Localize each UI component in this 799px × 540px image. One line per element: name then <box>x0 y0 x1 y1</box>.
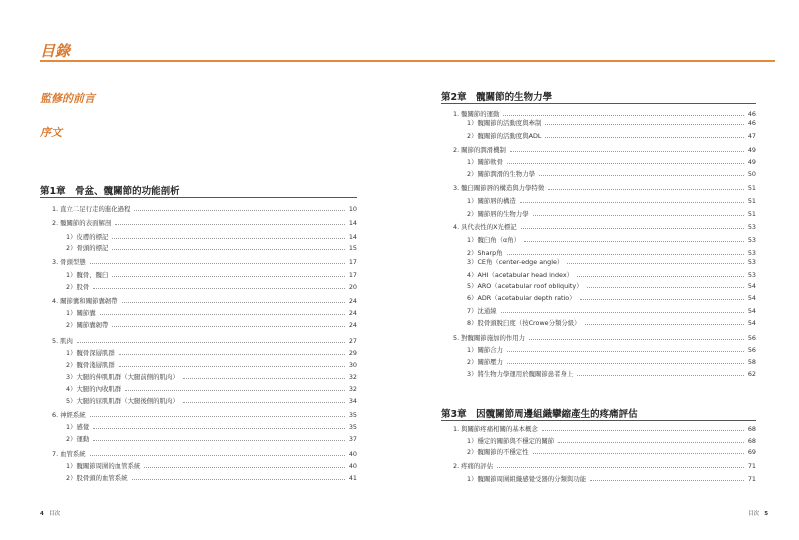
toc-section-entry[interactable] <box>52 449 357 459</box>
toc-subsection-entry[interactable] <box>66 282 357 292</box>
dot-leader <box>529 339 744 340</box>
dot-leader <box>567 263 744 264</box>
entry-page-number: 14 <box>348 219 357 227</box>
entry-title: 3）CE角（center-edge angle） <box>467 258 564 266</box>
entry-title: 1）髖骨、髖臼 <box>66 271 109 279</box>
entry-title: 2）關節潤滑的生物力學 <box>467 170 535 178</box>
entry-title: 2. 髖關節的表面解剖 <box>52 219 112 227</box>
entry-title: 2. 疼痛的評估 <box>453 462 494 470</box>
left-page-number: 4 <box>40 511 44 517</box>
entry-title: 4. 具代表性的X光標記 <box>453 223 517 231</box>
toc-subsection-entry[interactable] <box>467 157 756 167</box>
dot-leader <box>90 263 345 264</box>
chapter-title[interactable]: 第3章 因髖關節周邊組織攣縮產生的疼痛評估 <box>441 409 638 420</box>
dot-leader <box>524 241 744 242</box>
toc-subsection-entry[interactable] <box>467 281 756 291</box>
entry-page-number: 46 <box>747 119 756 127</box>
toc-subsection-entry[interactable] <box>467 447 756 457</box>
entry-title: 1）髖關節的活動度與牽制 <box>467 119 542 127</box>
toc-section-entry[interactable] <box>52 296 357 306</box>
entry-title: 1）髖關節周圍組織感覺受器的分類與功能 <box>467 475 587 483</box>
chapter-title[interactable]: 第1章 骨盆、髖關節的功能剖析 <box>40 186 180 197</box>
entry-title: 2. 關節的潤滑機制 <box>453 146 506 154</box>
entry-page-number: 40 <box>348 462 357 470</box>
dot-leader <box>112 249 344 250</box>
entry-title: 1）關節合力 <box>467 346 504 354</box>
toc-subsection-entry[interactable] <box>66 422 357 432</box>
toc-subsection-entry[interactable] <box>467 357 756 367</box>
entry-page-number: 24 <box>348 321 357 329</box>
entry-title: 1）關節軟骨 <box>467 158 504 166</box>
preface-heading[interactable]: 監修的前言 <box>40 92 95 105</box>
entry-title: 2）骨頭的標記 <box>66 244 109 252</box>
chapter-rule <box>441 103 756 104</box>
right-footer-label: 目次 <box>748 511 760 517</box>
left-footer-label: 目次 <box>49 511 61 517</box>
entry-title: 4）大腿的內收肌群 <box>66 385 122 393</box>
footer-left <box>40 509 60 517</box>
dot-leader <box>144 467 344 468</box>
entry-page-number: 14 <box>348 233 357 241</box>
dot-leader <box>545 124 743 125</box>
dot-leader <box>542 430 744 431</box>
toc-section-entry[interactable] <box>453 183 756 193</box>
toc-subsection-entry[interactable] <box>467 436 756 446</box>
entry-page-number: 50 <box>747 170 756 178</box>
dot-leader <box>93 428 345 429</box>
entry-title: 1）關節唇的構造 <box>467 197 516 205</box>
toc-subsection-entry[interactable] <box>66 348 357 358</box>
dot-leader <box>507 351 744 352</box>
title-rule <box>40 60 775 62</box>
dot-leader <box>577 375 744 376</box>
dot-leader <box>134 210 344 211</box>
toc-subsection-entry[interactable] <box>467 196 756 206</box>
toc-subsection-entry[interactable] <box>467 369 756 379</box>
entry-page-number: 53 <box>747 223 756 231</box>
toc-subsection-entry[interactable] <box>66 396 357 406</box>
toc-subsection-entry[interactable] <box>467 270 756 280</box>
top-bar <box>0 0 799 20</box>
entry-page-number: 24 <box>348 309 357 317</box>
toc-section-entry[interactable] <box>453 333 756 343</box>
dot-leader <box>132 479 345 480</box>
foreword-heading[interactable]: 序文 <box>40 126 62 139</box>
toc-section-entry[interactable] <box>52 204 357 214</box>
toc-subsection-entry[interactable] <box>467 169 756 179</box>
dot-leader <box>533 453 744 454</box>
entry-title: 1）髖關節周圍的血管系統 <box>66 462 141 470</box>
entry-page-number: 17 <box>348 258 357 266</box>
entry-title: 1）髖骨深層肌群 <box>66 349 115 357</box>
dot-leader <box>580 299 744 300</box>
entry-page-number: 51 <box>747 210 756 218</box>
dot-leader <box>533 215 744 216</box>
dot-leader <box>115 224 345 225</box>
entry-page-number: 29 <box>348 349 357 357</box>
dot-leader <box>90 416 345 417</box>
entry-title: 3）將生物力學運用於髖關節患者身上 <box>467 370 574 378</box>
entry-page-number: 17 <box>348 271 357 279</box>
entry-page-number: 10 <box>348 205 357 213</box>
dot-leader <box>558 442 744 443</box>
toc-section-entry[interactable] <box>52 218 357 228</box>
toc-subsection-entry[interactable] <box>66 232 357 242</box>
toc-subsection-entry[interactable] <box>66 434 357 444</box>
entry-page-number: 54 <box>747 282 756 290</box>
entry-page-number: 69 <box>747 448 756 456</box>
toc-section-entry[interactable] <box>52 257 357 267</box>
toc-subsection-entry[interactable] <box>66 308 357 318</box>
entry-title: 3. 髖臼關節唇的構造與力學特徵 <box>453 184 545 192</box>
toc-section-entry[interactable] <box>52 336 357 346</box>
entry-title: 3. 骨頭型態 <box>52 258 86 266</box>
toc-subsection-entry[interactable] <box>66 384 357 394</box>
entry-title: 2）關節壓力 <box>467 358 504 366</box>
entry-page-number: 71 <box>747 475 756 483</box>
entry-title: 5）ARO（acetabular roof obliquity） <box>467 282 583 290</box>
toc-subsection-entry[interactable] <box>467 235 756 245</box>
entry-title: 1）感覺 <box>66 423 90 431</box>
dot-leader <box>93 440 345 441</box>
chapter-title[interactable]: 第2章 髖關節的生物力學 <box>441 92 553 103</box>
footer-right <box>748 509 768 517</box>
entry-page-number: 35 <box>348 423 357 431</box>
entry-page-number: 68 <box>747 437 756 445</box>
dot-leader <box>497 467 744 468</box>
entry-title: 5. 肌肉 <box>52 337 73 345</box>
dot-leader <box>112 276 344 277</box>
entry-page-number: 51 <box>747 197 756 205</box>
toc-subsection-entry[interactable] <box>467 293 756 303</box>
entry-page-number: 56 <box>747 346 756 354</box>
entry-page-number: 35 <box>348 411 357 419</box>
entry-page-number: 62 <box>747 370 756 378</box>
entry-title: 2）關節囊韌帶 <box>66 321 109 329</box>
dot-leader <box>183 402 345 403</box>
toc-subsection-entry[interactable] <box>66 360 357 370</box>
entry-title: 4. 關節囊和關節囊韌帶 <box>52 297 118 305</box>
dot-leader <box>585 324 744 325</box>
entry-page-number: 54 <box>747 294 756 302</box>
dot-leader <box>545 137 743 138</box>
toc-subsection-entry[interactable] <box>66 270 357 280</box>
entry-title: 1）皮膚的標記 <box>66 233 109 241</box>
dot-leader <box>521 228 744 229</box>
entry-title: 2）運動 <box>66 435 90 443</box>
entry-page-number: 58 <box>747 358 756 366</box>
toc-section-entry[interactable] <box>453 424 756 434</box>
chapter-rule <box>441 420 756 421</box>
entry-title: 2）髖關節的不穩定性 <box>467 448 529 456</box>
entry-page-number: 40 <box>348 450 357 458</box>
entry-page-number: 32 <box>348 385 357 393</box>
entry-title: 4）AHI（acetabular head index） <box>467 271 574 279</box>
entry-page-number: 32 <box>348 373 357 381</box>
toc-subsection-entry[interactable] <box>467 318 756 328</box>
entry-title: 2）股骨頭的血管系統 <box>66 474 128 482</box>
entry-page-number: 56 <box>747 334 756 342</box>
entry-title: 5）大腿的屈肌肌群（大腿後側的肌肉） <box>66 397 179 405</box>
entry-title: 2）髖關節的活動度與ADL <box>467 132 542 140</box>
entry-title: 2）髖骨淺層肌群 <box>66 361 115 369</box>
dot-leader <box>587 287 744 288</box>
dot-leader <box>577 276 744 277</box>
entry-title: 1）關節囊 <box>66 309 96 317</box>
dot-leader <box>93 288 345 289</box>
entry-page-number: 20 <box>348 283 357 291</box>
dot-leader <box>501 312 744 313</box>
dot-leader <box>520 202 744 203</box>
dot-leader <box>125 390 345 391</box>
toc-section-entry[interactable] <box>453 222 756 232</box>
entry-page-number: 54 <box>747 319 756 327</box>
dot-leader <box>77 342 345 343</box>
entry-page-number: 37 <box>348 435 357 443</box>
page-title: 目錄 <box>40 42 71 60</box>
entry-page-number: 49 <box>747 158 756 166</box>
toc-subsection-entry[interactable] <box>467 257 756 267</box>
dot-leader <box>119 354 345 355</box>
toc-subsection-entry[interactable] <box>467 209 756 219</box>
entry-page-number: 24 <box>348 297 357 305</box>
entry-title: 2）關節唇的生物力學 <box>467 210 529 218</box>
entry-page-number: 53 <box>747 236 756 244</box>
toc-subsection-entry[interactable] <box>66 461 357 471</box>
toc-subsection-entry[interactable] <box>467 306 756 316</box>
entry-title: 1）髖臼角（α角） <box>467 236 521 244</box>
dot-leader <box>119 366 345 367</box>
chapter-rule <box>40 197 357 198</box>
dot-leader <box>590 480 744 481</box>
entry-page-number: 53 <box>747 258 756 266</box>
entry-page-number: 49 <box>747 146 756 154</box>
toc-section-entry[interactable] <box>453 461 756 471</box>
toc-subsection-entry[interactable] <box>66 473 357 483</box>
entry-title: 2）Sharp角 <box>467 249 503 257</box>
dot-leader <box>503 115 743 116</box>
dot-leader <box>90 455 345 456</box>
entry-title: 1. 直立二足行走的進化過程 <box>52 205 131 213</box>
dot-leader <box>183 378 345 379</box>
toc-subsection-entry[interactable] <box>467 118 756 128</box>
entry-page-number: 54 <box>747 307 756 315</box>
entry-page-number: 46 <box>747 110 756 118</box>
toc-subsection-entry[interactable] <box>66 320 357 330</box>
entry-title: 7. 血管系統 <box>52 450 86 458</box>
entry-page-number: 47 <box>747 132 756 140</box>
dot-leader <box>122 302 345 303</box>
entry-page-number: 51 <box>747 184 756 192</box>
entry-title: 1）穩定的關節與不穩定的關節 <box>467 437 555 445</box>
dot-leader <box>112 238 344 239</box>
toc-section-entry[interactable] <box>453 145 756 155</box>
entry-title: 6）ADR（acetabular depth ratio） <box>467 294 576 302</box>
dot-leader <box>507 363 744 364</box>
entry-title: 8）股骨頭脫臼度（按Crowe分類分級） <box>467 319 581 327</box>
toc-subsection-entry[interactable] <box>66 372 357 382</box>
entry-page-number: 68 <box>747 425 756 433</box>
entry-page-number: 27 <box>348 337 357 345</box>
entry-title: 1. 髖關節的運動 <box>453 110 500 118</box>
dot-leader <box>548 189 744 190</box>
entry-title: 3）大腿的伸肌肌群（大腿前側的肌肉） <box>66 373 179 381</box>
entry-page-number: 41 <box>348 474 357 482</box>
toc-subsection-entry[interactable] <box>467 474 756 484</box>
toc-section-entry[interactable] <box>52 410 357 420</box>
entry-page-number: 53 <box>747 271 756 279</box>
toc-subsection-entry[interactable] <box>66 243 357 253</box>
dot-leader <box>510 151 744 152</box>
right-page-number: 5 <box>764 511 769 517</box>
entry-title: 7）沈通線 <box>467 307 497 315</box>
toc-subsection-entry[interactable] <box>467 345 756 355</box>
entry-page-number: 15 <box>348 244 357 252</box>
entry-title: 2）股骨 <box>66 283 90 291</box>
entry-page-number: 71 <box>747 462 756 470</box>
dot-leader <box>539 175 744 176</box>
dot-leader <box>507 254 744 255</box>
entry-title: 1. 與關節疼痛相關的基本概念 <box>453 425 538 433</box>
entry-title: 6. 神經系統 <box>52 411 86 419</box>
dot-leader <box>112 326 344 327</box>
dot-leader <box>507 163 744 164</box>
entry-page-number: 53 <box>747 249 756 257</box>
entry-title: 5. 對髖關節施加的作用力 <box>453 334 526 342</box>
entry-page-number: 30 <box>348 361 357 369</box>
dot-leader <box>100 314 345 315</box>
toc-subsection-entry[interactable] <box>467 131 756 141</box>
entry-page-number: 34 <box>348 397 357 405</box>
